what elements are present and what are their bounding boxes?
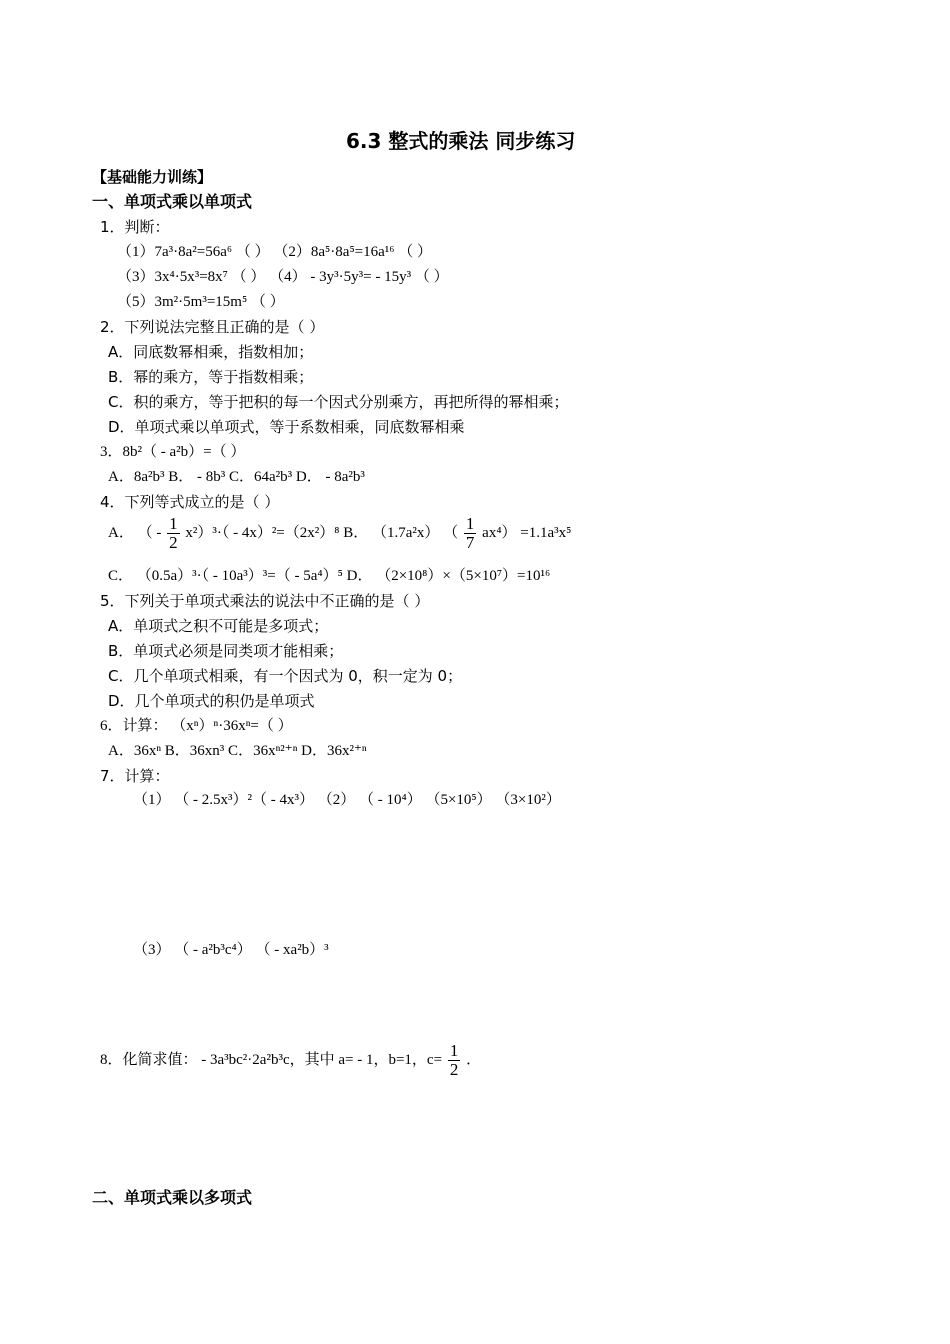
q8-suffix: ． [466,1052,482,1068]
q8-fraction-half [448,1042,461,1079]
q4-fraction-seventh [464,515,477,552]
q4-frac1-den: 2 [169,533,178,553]
q1-row1: （1）7a³·8a²=56a⁶ （ ） （2）8a⁵·8a⁵=16a¹⁶ （ ） [117,244,433,260]
q7-row2: （3） （ - a²b³c⁴） （ - xa²b）³ [133,942,329,958]
q6-options: A．36xⁿ B．36xn³ C．36xⁿ²⁺ⁿ D．36x²⁺ⁿ [108,743,367,759]
q2-option-c: C．积的乘方，等于把积的每一个因式分别乘方，再把所得的幂相乘； [108,393,569,411]
q4-frac2-num: 1 [465,514,475,534]
q4-frac1-num: 1 [169,514,178,534]
section-heading-2: 二、单项式乘以多项式 [92,1188,253,1207]
page-title: 6.3 整式的乘法 同步练习 [346,129,576,153]
q6-stem: 6．计算： （xⁿ）ⁿ·36xⁿ=（ ） [100,718,293,734]
q4-a-rest: x²）³·（ - 4x）²=（2x²）⁸ B． （1.7a²x） （ [185,525,459,541]
subheading: 【基础能力训练】 [92,168,213,186]
q4-stem: 4．下列等式成立的是（ ） [100,493,280,511]
q8-frac-den: 2 [449,1060,459,1080]
q3-options: A．8a²b³ B． - 8b³ C．64a²b³ D． - 8a²b³ [108,469,365,485]
q4-row-ab [108,513,571,553]
q1-row3: （5）3m²·5m³=15m⁵ （ ） [117,294,285,310]
q2-option-a: A．同底数幂相乘，指数相加； [108,343,314,361]
q2-option-d: D．单项式乘以单项式，等于系数相乘，同底数幂相乘 [108,418,465,436]
q1-stem: 1．判断： [100,218,170,236]
q7-row1: （1） （ - 2.5x³）²（ - 4x³） （2） （ - 10⁴） （5×10⁵） （3×10²） [133,792,561,808]
q5-option-a: A．单项式之积不可能是多项式； [108,617,329,635]
q5-stem: 5．下列关于单项式乘法的说法中不正确的是（ ） [100,592,430,610]
q1-row2: （3）3x⁴·5x³=8x⁷ （ ） （4） - 3y³·5y³= - 15y³ （ ） [117,269,449,285]
q4-a-prefix: A． （ - [108,525,162,541]
q8-frac-num: 1 [449,1041,459,1061]
section-heading-1: 一、单项式乘以单项式 [92,192,253,211]
q4-fraction-half [167,515,180,552]
q5-option-c: C．几个单项式相乘，有一个因式为 0，积一定为 0； [108,667,463,685]
q3-stem: 3．8b²（ - a²b）=（ ） [100,444,246,460]
q4-row-cd: C． （0.5a）³·（ - 10a³）³=（ - 5a⁴）⁵ D． （2×10⁸）×（5×10⁷）=10¹⁶ [108,568,551,584]
q8-line [100,1040,481,1080]
q2-stem: 2．下列说法完整且正确的是（ ） [100,318,325,336]
q5-option-d: D．几个单项式的积仍是单项式 [108,692,315,710]
q8-prefix: 8．化简求值： - 3a³bc²·2a²b³c，其中 a= - 1，b=1，c= [100,1052,443,1068]
q7-stem: 7．计算： [100,767,170,785]
q5-option-b: B．单项式必须是同类项才能相乘； [108,642,344,660]
q2-option-b: B．幂的乘方，等于指数相乘； [108,368,314,386]
q4-b-rest: ax⁴） =1.1a³x⁵ [482,525,572,541]
q4-frac2-den: 7 [465,533,475,553]
